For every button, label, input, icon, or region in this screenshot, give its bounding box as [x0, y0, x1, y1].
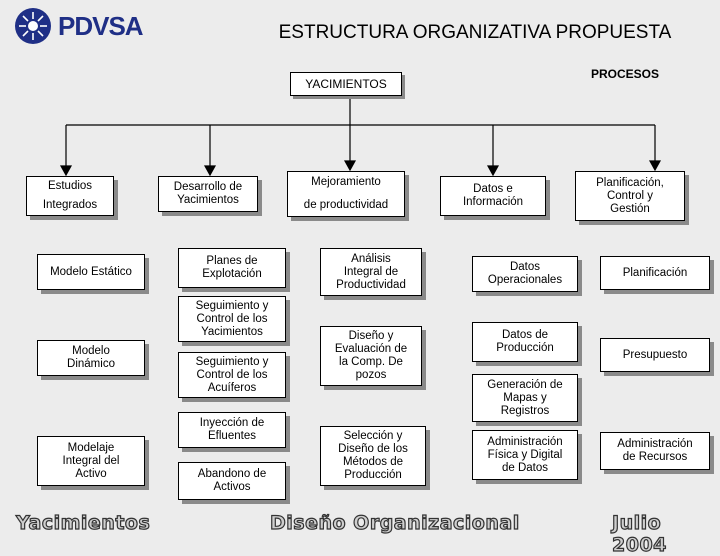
column-head-mejoramiento — [287, 171, 405, 217]
column-head-estudios-integrados — [26, 176, 114, 216]
head-line: Estudios — [47, 180, 93, 192]
process-label: Planes de Explotación — [202, 255, 262, 280]
footer-right: Julio 2004 — [612, 512, 667, 556]
column-head-desarrollo — [158, 176, 258, 212]
process-box — [37, 340, 145, 376]
pdvsa-sun-icon — [14, 7, 52, 45]
process-label: Modelo Dinámico — [67, 345, 115, 370]
process-box — [320, 248, 422, 296]
process-label: Selección y Diseño de los Métodos de Producción — [338, 430, 408, 481]
process-box — [320, 426, 426, 486]
process-label: Modelo Estático — [50, 265, 132, 278]
process-label: Análisis Integral de Productividad — [336, 252, 406, 291]
process-box — [600, 432, 710, 470]
root-node-yacimientos — [290, 72, 402, 96]
head-line: Datos e Información — [462, 183, 524, 208]
head-line: de productividad — [303, 199, 389, 211]
process-box — [37, 436, 145, 486]
process-box — [472, 374, 578, 422]
process-box — [178, 462, 286, 500]
head-line: Integrados — [42, 199, 98, 211]
process-label: Modelaje Integral del Activo — [62, 441, 120, 480]
process-label: Datos de Producción — [496, 329, 554, 354]
root-node-label: YACIMIENTOS — [305, 77, 387, 91]
process-label: Abandono de Activos — [197, 468, 267, 493]
pdvsa-logo — [14, 6, 159, 46]
process-box — [472, 256, 578, 292]
process-label: Inyección de Efluentes — [199, 417, 265, 442]
process-box — [178, 352, 286, 398]
process-box — [178, 412, 286, 448]
process-box — [600, 256, 710, 290]
process-label: Diseño y Evaluación de la Comp. De pozos — [334, 330, 408, 381]
process-label: Generación de Mapas y Registros — [487, 378, 563, 417]
column-head-planificacion — [575, 171, 685, 221]
process-label: Presupuesto — [622, 348, 688, 361]
page-title: ESTRUCTURA ORGANIZATIVA PROPUESTA — [278, 22, 672, 43]
footer-center: Diseño Organizacional — [270, 512, 520, 534]
process-label: Seguimiento y Control de los Acuíferos — [195, 355, 269, 394]
process-label: Planificación — [622, 266, 688, 279]
head-line: Mejoramiento — [311, 176, 381, 188]
process-box — [472, 430, 578, 480]
process-box — [320, 326, 422, 386]
process-box — [472, 322, 578, 362]
process-box — [37, 254, 145, 290]
process-label: Seguimiento y Control de los Yacimientos — [195, 299, 269, 338]
head-line: Planificación, Control y Gestión — [596, 176, 664, 215]
process-label: Datos Operacionales — [487, 261, 563, 286]
processes-label: PROCESOS — [590, 67, 659, 81]
process-label: Administración Física y Digital de Datos — [487, 435, 563, 474]
logo-text: PDVSA — [58, 10, 143, 41]
process-label: Administración de Recursos — [617, 438, 693, 463]
footer-left: Yacimientos — [16, 512, 151, 534]
head-line: Desarrollo de Yacimientos — [173, 181, 243, 206]
process-box — [600, 338, 710, 372]
process-box — [178, 248, 286, 288]
column-head-datos — [440, 176, 546, 216]
process-box — [178, 296, 286, 342]
